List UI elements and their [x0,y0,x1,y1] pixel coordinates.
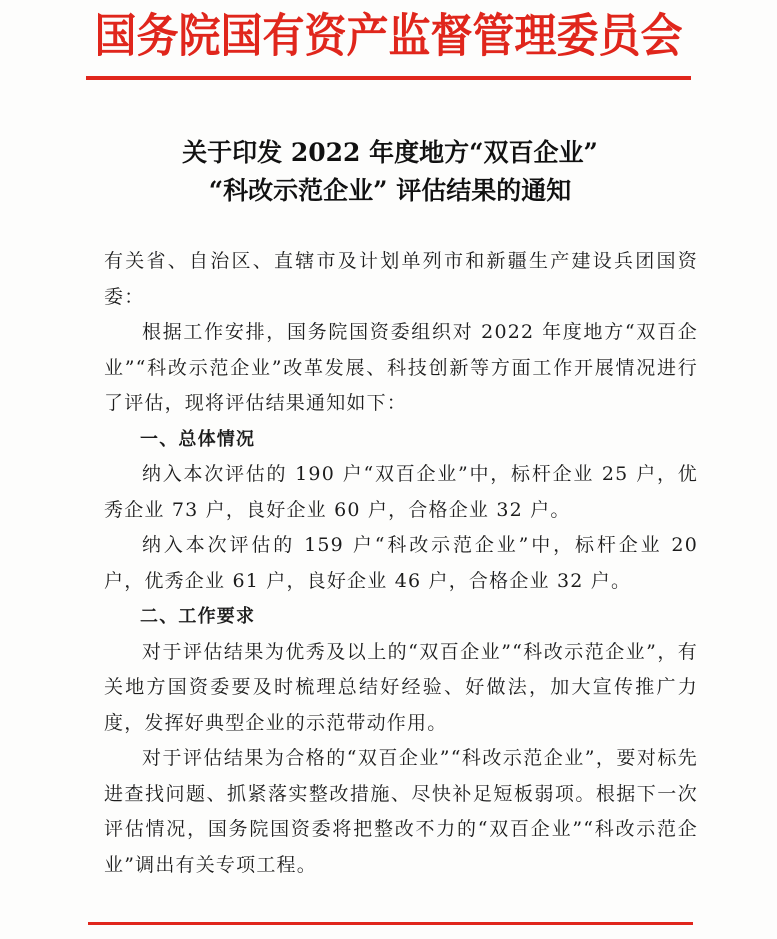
section-1-paragraph-1: 纳入本次评估的 190 户“双百企业”中，标杆企业 25 户，优秀企业 73 户，良好企业 60 户，合格企业 32 户。 [104,463,698,521]
title-line-2: “科改示范企业” 评估结果的通知 [208,176,572,205]
document-body [104,244,698,883]
section-2-paragraph-2: 对于评估结果为合格的“双百企业”“科改示范企业”，要对标先进查找问题、抓紧落实整改措施、尽快补足短板弱项。根据下一次评估情况，国务院国资委将把整改不力的“双百企业”“科改示范企业”调出有关专项工程。 [104,747,698,876]
letterhead-divider [86,76,691,80]
footer-divider [88,922,693,925]
title-line-1: 关于印发 2022 年度地方“双百企业” [182,138,598,167]
document-title [80,134,700,210]
section-1-paragraph-2: 纳入本次评估的 159 户“科改示范企业”中，标杆企业 20 户，优秀企业 61 户，良好企业 46 户，合格企业 32 户。 [104,534,698,592]
section-2-paragraph-1: 对于评估结果为优秀及以上的“双百企业”“科改示范企业”，有关地方国资委要及时梳理总结好经验、好做法，加大宣传推广力度，发挥好典型企业的示范带动作用。 [104,640,698,734]
section-2-heading: 二、工作要求 [140,606,256,627]
intro-paragraph: 根据工作安排，国务院国资委组织对 2022 年度地方“双百企业”“科改示范企业”改革发展、科技创新等方面工作开展情况进行了评估，现将评估结果通知如下： [104,321,698,414]
addressee: 有关省、自治区、直辖市及计划单列市和新疆生产建设兵团国资委： [104,250,698,308]
section-1-heading: 一、总体情况 [140,428,256,450]
letterhead-org-name: 国务院国有资产监督管理委员会 [94,8,683,63]
